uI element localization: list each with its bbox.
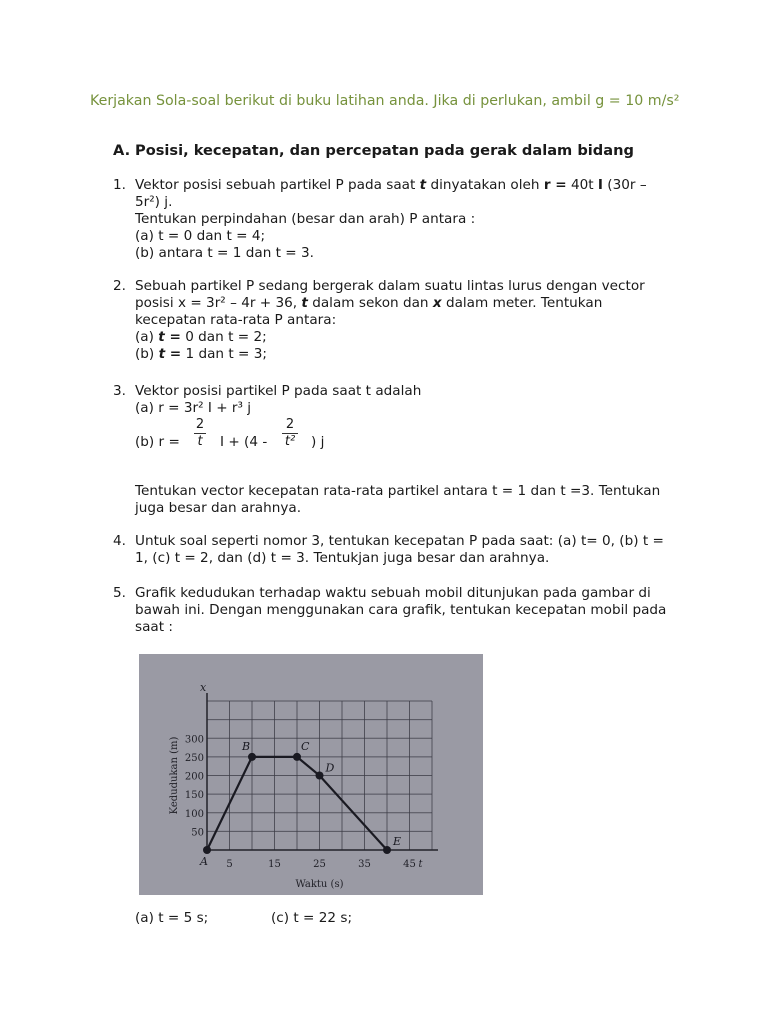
symbol-t: t [301,295,308,311]
question-line: Untuk soal seperti nomor 3, tentukan kecepatan P pada saat: (a) t= 0, (b) t = [135,533,664,549]
section-heading [113,142,634,159]
question-number: 1. [113,177,126,193]
point-label: D [325,761,335,775]
y-tick-label: 250 [184,752,204,764]
text-run: posisi x = 3r² – 4r + 36, [135,295,302,311]
data-point [316,772,324,780]
fraction-numerator: 2 [195,417,205,432]
text-run: 0 dan t = 2; [180,329,267,345]
section-title: Posisi, kecepatan, dan percepatan pada gerak dalam bidang [135,142,634,159]
option-c: (c) t = 22 s; [271,910,353,926]
data-point [383,846,391,854]
formula-b-middle: I + (4 - [220,434,268,450]
question-3-task [113,483,673,517]
text-run: 1 dan t = 3; [181,346,267,362]
option-a: (a) t = 5 s; [135,910,209,926]
fraction-2-over-t2 [281,417,299,450]
question-5 [113,585,673,636]
question-1 [113,177,673,262]
question-line: (a) t = 0 dan t = 4; [135,228,266,244]
x-axis-symbol: t [418,859,423,870]
point-label: E [393,835,402,848]
question-line: (a) r = 3r² I + r³ j [135,400,252,416]
x-tick-label: 5 [226,859,233,870]
position-time-chart [139,654,483,895]
y-tick-label: 150 [184,790,204,802]
question-line: (b) antara t = 1 dan t = 3. [135,245,314,261]
answer-options [135,910,352,926]
y-tick-label: 200 [184,771,204,783]
x-axis-label: Waktu (s) [295,879,344,890]
fraction-denominator: t² [284,434,296,449]
question-line: saat : [135,619,173,635]
y-tick-label: 50 [191,827,204,839]
text-run: (a) [135,329,159,345]
symbol-t: t = [158,346,182,362]
question-line [135,177,673,194]
question-number: 5. [113,585,126,601]
x-tick-label: 35 [358,859,371,870]
question-2 [113,278,673,363]
symbol-t: t = [158,329,181,345]
text-run: dinyatakan oleh [426,177,544,193]
question-line: 1, (c) t = 2, dan (d) t = 3. Tentukjan juga besar dan arahnya. [135,550,550,566]
symbol-x: x [432,295,442,311]
x-tick-label: 45 [403,859,416,870]
question-line: juga besar dan arahnya. [135,500,302,516]
fraction-2-over-t [193,417,207,450]
symbol-i: I [597,177,603,193]
text-run: (30r – [602,177,647,193]
text-run: dalam sekon dan [307,295,433,311]
text-run: (b) [135,346,159,362]
y-tick-label: 300 [184,734,204,746]
question-3 [113,383,673,417]
section-letter: A. [113,142,131,159]
y-axis-symbol: x [200,681,207,694]
question-line: Sebuah partikel P sedang bergerak dalam suatu lintas lurus dengan vector [135,278,645,294]
fraction-numerator: 2 [285,417,295,432]
question-line: 5r²) j. [135,194,173,210]
y-tick-label: 100 [184,808,204,820]
x-tick-label: 15 [268,859,281,870]
question-line [135,295,673,312]
question-line: Tentukan perpindahan (besar dan arah) P antara : [135,211,476,227]
text-run: Vektor posisi sebuah partikel P pada saat [135,177,420,193]
fraction-denominator: t [197,434,203,449]
y-axis-label: Kedudukan (m) [169,736,180,815]
data-point [248,753,256,761]
text-run: 40t [566,177,598,193]
question-number: 3. [113,383,126,399]
symbol-r: r = [543,177,567,193]
question-line: Tentukan vector kecepatan rata-rata partikel antara t = 1 dan t =3. Tentukan [135,483,661,499]
data-point [293,753,301,761]
question-line: kecepatan rata-rata P antara: [135,312,337,328]
question-line [135,329,673,346]
point-label: A [200,855,208,868]
intro-instruction: Kerjakan Sola-soal berikut di buku latihan anda. Jika di perlukan, ambil g = 10 m/s² [90,93,680,109]
point-label: C [301,739,310,753]
question-number: 4. [113,533,126,549]
question-line: Vektor posisi partikel P pada saat t adalah [135,383,422,399]
question-4 [113,533,673,567]
formula-b-prefix: (b) r = [135,434,180,450]
position-time-graph-photo [139,654,483,895]
data-point [203,846,211,854]
formula-b-end: ) j [311,434,325,450]
symbol-t: t [419,177,427,193]
text-run: dalam meter. Tentukan [441,295,603,311]
x-tick-label: 25 [313,859,326,870]
point-label: B [242,739,251,753]
question-line: bawah ini. Dengan menggunakan cara grafik, tentukan kecepatan mobil pada [135,602,667,618]
question-line [135,346,673,363]
question-number: 2. [113,278,126,294]
question-line: Grafik kedudukan terhadap waktu sebuah mobil ditunjukan pada gambar di [135,585,651,601]
